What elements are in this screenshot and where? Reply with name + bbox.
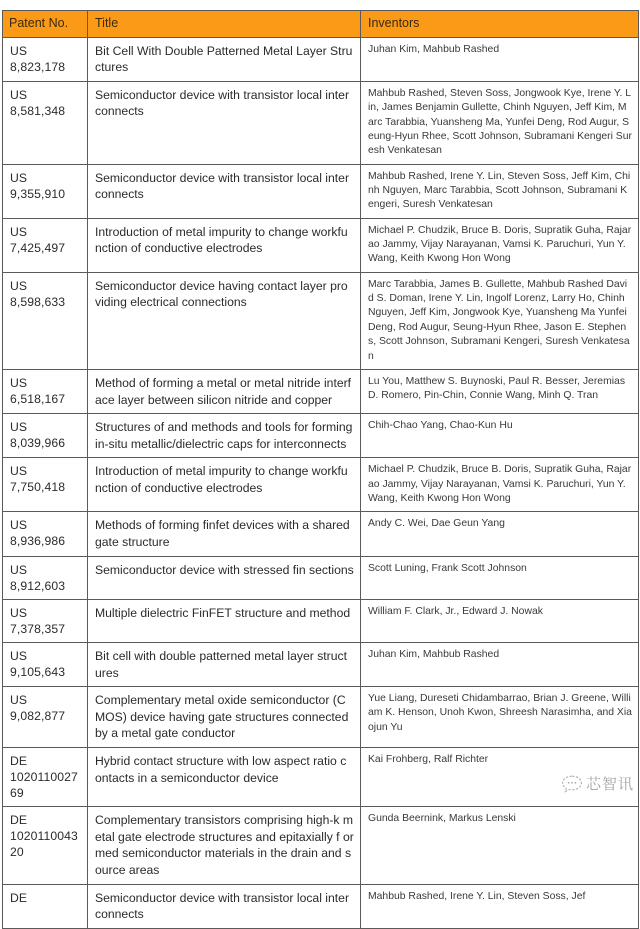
cell-patent-no: US 6,518,167 [3, 369, 88, 413]
table-row [3, 164, 639, 218]
cell-inventors: Andy C. Wei, Dae Geun Yang [361, 512, 639, 556]
cell-title: Hybrid contact structure with low aspect ratio c ontacts in a semiconductor device [88, 747, 361, 806]
table-row [3, 458, 639, 512]
table-row [3, 512, 639, 556]
cell-patent-no: US 8,912,603 [3, 556, 88, 599]
cell-title: Introduction of metal impurity to change workfu nction of conductive electrodes [88, 458, 361, 512]
cell-title: Methods of forming finfet devices with a shared gate structure [88, 512, 361, 556]
cell-inventors: Juhan Kim, Mahbub Rashed [361, 37, 639, 81]
cell-title: Semiconductor device with transistor local inter connects [88, 884, 361, 928]
cell-patent-no: US 9,082,877 [3, 687, 88, 748]
cell-patent-no: US 8,581,348 [3, 81, 88, 164]
table-row [3, 37, 639, 81]
table-header [3, 11, 639, 38]
cell-patent-no: DE 102011004320 [3, 807, 88, 884]
table-row [3, 747, 639, 806]
cell-inventors: Marc Tarabbia, James B. Gullette, Mahbub Rashed David S. Doman, Irene Y. Lin, Ingolf Lorenz, Larry Ho, Chinh Nguyen, Jeff Kim, Jongwook Kye, Yuansheng Ma Yunfei Deng, Rod Augur, Seung-Hyun Rhee, Jason E. Stephens, Scott Johnson, Subramani Kengeri, Suresh Venkatesan [361, 272, 639, 369]
table-body [3, 37, 639, 928]
table-row [3, 687, 639, 748]
cell-patent-no: US 7,425,497 [3, 218, 88, 272]
cell-inventors: Kai Frohberg, Ralf Richter [361, 747, 639, 806]
cell-title: Semiconductor device with transistor local inter connects [88, 81, 361, 164]
cell-title: Bit cell with double patterned metal layer struct ures [88, 642, 361, 686]
cell-patent-no: US 7,750,418 [3, 458, 88, 512]
cell-inventors: Juhan Kim, Mahbub Rashed [361, 642, 639, 686]
column-header-patent-no: Patent No. [3, 11, 88, 38]
cell-patent-no: US 7,378,357 [3, 599, 88, 642]
table-row [3, 884, 639, 928]
cell-inventors: Michael P. Chudzik, Bruce B. Doris, Supratik Guha, Rajarao Jammy, Vijay Narayanan, Vamsi K. Paruchuri, Yun Y. Wang, Keith Kwong Hon Wong [361, 458, 639, 512]
cell-title: Bit Cell With Double Patterned Metal Layer Stru ctures [88, 37, 361, 81]
cell-inventors: Michael P. Chudzik, Bruce B. Doris, Supratik Guha, Rajarao Jammy, Vijay Narayanan, Vamsi K. Paruchuri, Yun Y. Wang, Keith Kwong Hon Wong [361, 218, 639, 272]
table-row [3, 272, 639, 369]
cell-title: Complementary transistors comprising high-k metal gate electrode structures and epitaxially f ormed semiconductor materials in the drain and source areas [88, 807, 361, 884]
table-row [3, 556, 639, 599]
cell-inventors: Mahbub Rashed, Irene Y. Lin, Steven Soss, Jef [361, 884, 639, 928]
table-row [3, 642, 639, 686]
table-row [3, 414, 639, 458]
table-row [3, 218, 639, 272]
cell-title: Complementary metal oxide semiconductor (C MOS) device having gate structures connected by a metal gate conductor [88, 687, 361, 748]
watermark-text: 芯智讯 [585, 774, 634, 793]
cell-title: Semiconductor device having contact layer pro viding electrical connections [88, 272, 361, 369]
cell-title: Multiple dielectric FinFET structure and method [88, 599, 361, 642]
cell-patent-no: US 8,936,986 [3, 512, 88, 556]
cell-title: Semiconductor device with transistor local inter connects [88, 164, 361, 218]
cell-inventors: Mahbub Rashed, Steven Soss, Jongwook Kye, Irene Y. Lin, James Benjamin Gullette, Chinh Nguyen, Jeff Kim, Marc Tarabbia, Yuansheng Ma, Yunfei Deng, Rod Augur, Seung-Hyun Rhee, Scott Johnson, Subramani Kengeri Suresh Venkatesan [361, 81, 639, 164]
table-row [3, 599, 639, 642]
cell-title: Semiconductor device with stressed fin sections [88, 556, 361, 599]
cell-patent-no: US 9,105,643 [3, 642, 88, 686]
cell-patent-no: DE [3, 884, 88, 928]
patent-table [2, 10, 639, 929]
cell-inventors: Scott Luning, Frank Scott Johnson [361, 556, 639, 599]
table-row [3, 369, 639, 413]
document-page [0, 10, 640, 922]
cell-patent-no: US 8,823,178 [3, 37, 88, 81]
table-row [3, 807, 639, 884]
cell-inventors: Lu You, Matthew S. Buynoski, Paul R. Besser, Jeremias D. Romero, Pin-Chin, Connie Wang, Minh Q. Tran [361, 369, 639, 413]
cell-title: Method of forming a metal or metal nitride interf ace layer between silicon nitride and copper [88, 369, 361, 413]
cell-inventors: William F. Clark, Jr., Edward J. Nowak [361, 599, 639, 642]
cell-inventors: Mahbub Rashed, Irene Y. Lin, Steven Soss, Jeff Kim, Chinh Nguyen, Marc Tarabbia, Scott Johnson, Subramani Kengeri, Suresh Venkatesan [361, 164, 639, 218]
cell-patent-no: DE 102011002769 [3, 747, 88, 806]
cell-title: Introduction of metal impurity to change workfu nction of conductive electrodes [88, 218, 361, 272]
cell-inventors: Gunda Beernink, Markus Lenski [361, 807, 639, 884]
cell-patent-no: US 8,039,966 [3, 414, 88, 458]
cell-patent-no: US 9,355,910 [3, 164, 88, 218]
cell-patent-no: US 8,598,633 [3, 272, 88, 369]
table-header-row [3, 11, 639, 38]
cell-inventors: Yue Liang, Dureseti Chidambarrao, Brian J. Greene, William K. Henson, Unoh Kwon, Shreesh Narasimha, and Xiaojun Yu [361, 687, 639, 748]
cell-inventors: Chih-Chao Yang, Chao-Kun Hu [361, 414, 639, 458]
cell-title: Structures of and methods and tools for forming in-situ metallic/dielectric caps for interconnects [88, 414, 361, 458]
table-row [3, 81, 639, 164]
column-header-inventors: Inventors [361, 11, 639, 38]
column-header-title: Title [88, 11, 361, 38]
